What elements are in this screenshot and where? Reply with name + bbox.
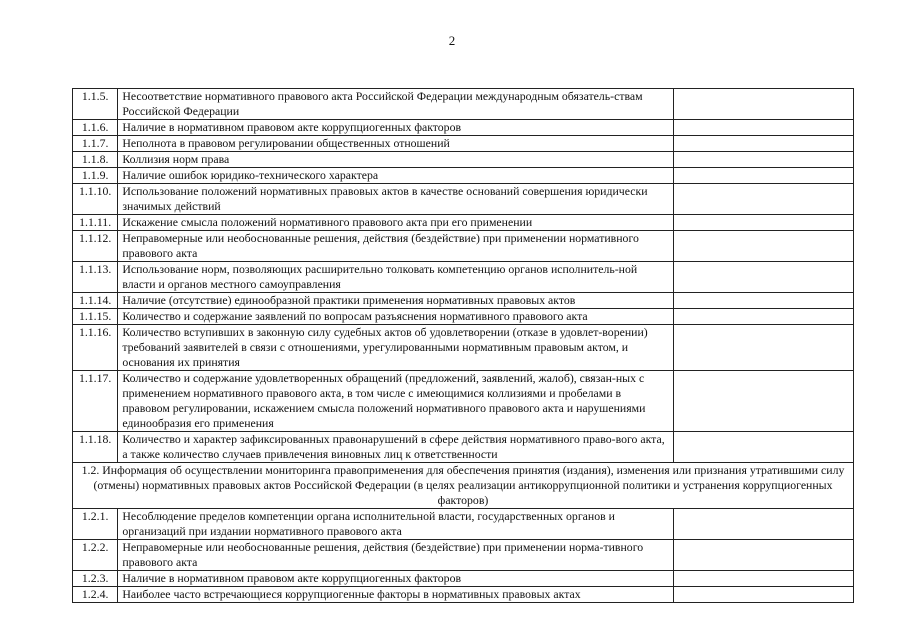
table-row	[73, 120, 854, 136]
row-text: Наличие в нормативном правовом акте коррупциогенных факторов	[118, 120, 673, 136]
value-cell	[673, 262, 853, 293]
monitoring-table	[72, 88, 854, 603]
row-number: 1.1.8.	[73, 152, 118, 168]
value-cell	[673, 571, 853, 587]
table-row	[73, 293, 854, 309]
value-cell	[673, 152, 853, 168]
value-cell	[673, 371, 853, 432]
table-row	[73, 509, 854, 540]
row-number: 1.1.5.	[73, 89, 118, 120]
row-number: 1.1.13.	[73, 262, 118, 293]
value-cell	[673, 540, 853, 571]
row-number: 1.1.11.	[73, 215, 118, 231]
row-text: Несоответствие нормативного правового акта Российской Федерации международным обязатель-ствам Российской Федерации	[118, 89, 673, 120]
table-row	[73, 168, 854, 184]
row-number: 1.2.4.	[73, 587, 118, 603]
table-row	[73, 231, 854, 262]
row-text: Использование норм, позволяющих расширительно толковать компетенцию органов исполнитель-ной власти и органов местного самоуправления	[118, 262, 673, 293]
value-cell	[673, 136, 853, 152]
table-row	[73, 152, 854, 168]
table-row	[73, 309, 854, 325]
table-row	[73, 371, 854, 432]
page-number: 2	[448, 33, 456, 48]
table-row	[73, 184, 854, 215]
table-row	[73, 136, 854, 152]
row-text: Количество и содержание заявлений по вопросам разъяснения нормативного правового акта	[118, 309, 673, 325]
table-row	[73, 325, 854, 371]
row-text: Наиболее часто встречающиеся коррупциогенные факторы в нормативных правовых актах	[118, 587, 673, 603]
value-cell	[673, 432, 853, 463]
row-text: Неправомерные или необоснованные решения, действия (бездействие) при применении норма-тивного правового акта	[118, 540, 673, 571]
row-number: 1.2.2.	[73, 540, 118, 571]
table-row	[73, 262, 854, 293]
row-number: 1.1.7.	[73, 136, 118, 152]
value-cell	[673, 120, 853, 136]
value-cell	[673, 231, 853, 262]
value-cell	[673, 168, 853, 184]
row-number: 1.2.3.	[73, 571, 118, 587]
row-text: Искажение смысла положений нормативного правового акта при его применении	[118, 215, 673, 231]
row-number: 1.1.6.	[73, 120, 118, 136]
value-cell	[673, 215, 853, 231]
value-cell	[673, 89, 853, 120]
row-number: 1.1.17.	[73, 371, 118, 432]
row-number: 1.1.9.	[73, 168, 118, 184]
table-row	[73, 540, 854, 571]
table-row	[73, 587, 854, 603]
row-text: Наличие (отсутствие) единообразной практики применения нормативных правовых актов	[118, 293, 673, 309]
row-number: 1.1.10.	[73, 184, 118, 215]
value-cell	[673, 184, 853, 215]
value-cell	[673, 587, 853, 603]
value-cell	[673, 293, 853, 309]
value-cell	[673, 325, 853, 371]
row-number: 1.2.1.	[73, 509, 118, 540]
row-text: Количество вступивших в законную силу судебных актов об удовлетворении (отказе в удовлет-ворении) требований заявителей в связи с отношениями, урегулированными нормативным правовым актом, и основания их принятия	[118, 325, 673, 371]
value-cell	[673, 509, 853, 540]
row-number: 1.1.18.	[73, 432, 118, 463]
table-row	[73, 89, 854, 120]
value-cell	[673, 309, 853, 325]
section-row	[73, 463, 854, 509]
row-text: Использование положений нормативных правовых актов в качестве оснований совершения юридически значимых действий	[118, 184, 673, 215]
section-heading: 1.2. Информация об осуществлении мониторинга правоприменения для обеспечения принятия (издания), изменения или признания утратившими силу (отмены) нормативных правовых актов Российской Федерации (в целях реализации антикоррупционной политики и устранения коррупциогенных факторов)	[73, 463, 854, 509]
row-text: Наличие в нормативном правовом акте коррупциогенных факторов	[118, 571, 673, 587]
row-text: Наличие ошибок юридико-технического характера	[118, 168, 673, 184]
table-row	[73, 215, 854, 231]
row-text: Несоблюдение пределов компетенции органа исполнительной власти, государственных органов и организаций при издании нормативного правового акта	[118, 509, 673, 540]
row-number: 1.1.15.	[73, 309, 118, 325]
row-text: Неполнота в правовом регулировании общественных отношений	[118, 136, 673, 152]
table-row	[73, 571, 854, 587]
row-number: 1.1.12.	[73, 231, 118, 262]
row-text: Количество и содержание удовлетворенных обращений (предложений, заявлений, жалоб), связан-ных с применением нормативного правового акта, в том числе с имеющимися коллизиями и пробелами в правовом регулировании, искажением смысла положений нормативного правового акта и нарушениями единообразия его применения	[118, 371, 673, 432]
row-number: 1.1.16.	[73, 325, 118, 371]
row-number: 1.1.14.	[73, 293, 118, 309]
row-text: Количество и характер зафиксированных правонарушений в сфере действия нормативного право-вого акта, а также количество случаев привлечения виновных лиц к ответственности	[118, 432, 673, 463]
row-text: Коллизия норм права	[118, 152, 673, 168]
table-row	[73, 432, 854, 463]
row-text: Неправомерные или необоснованные решения, действия (бездействие) при применении нормативного правового акта	[118, 231, 673, 262]
